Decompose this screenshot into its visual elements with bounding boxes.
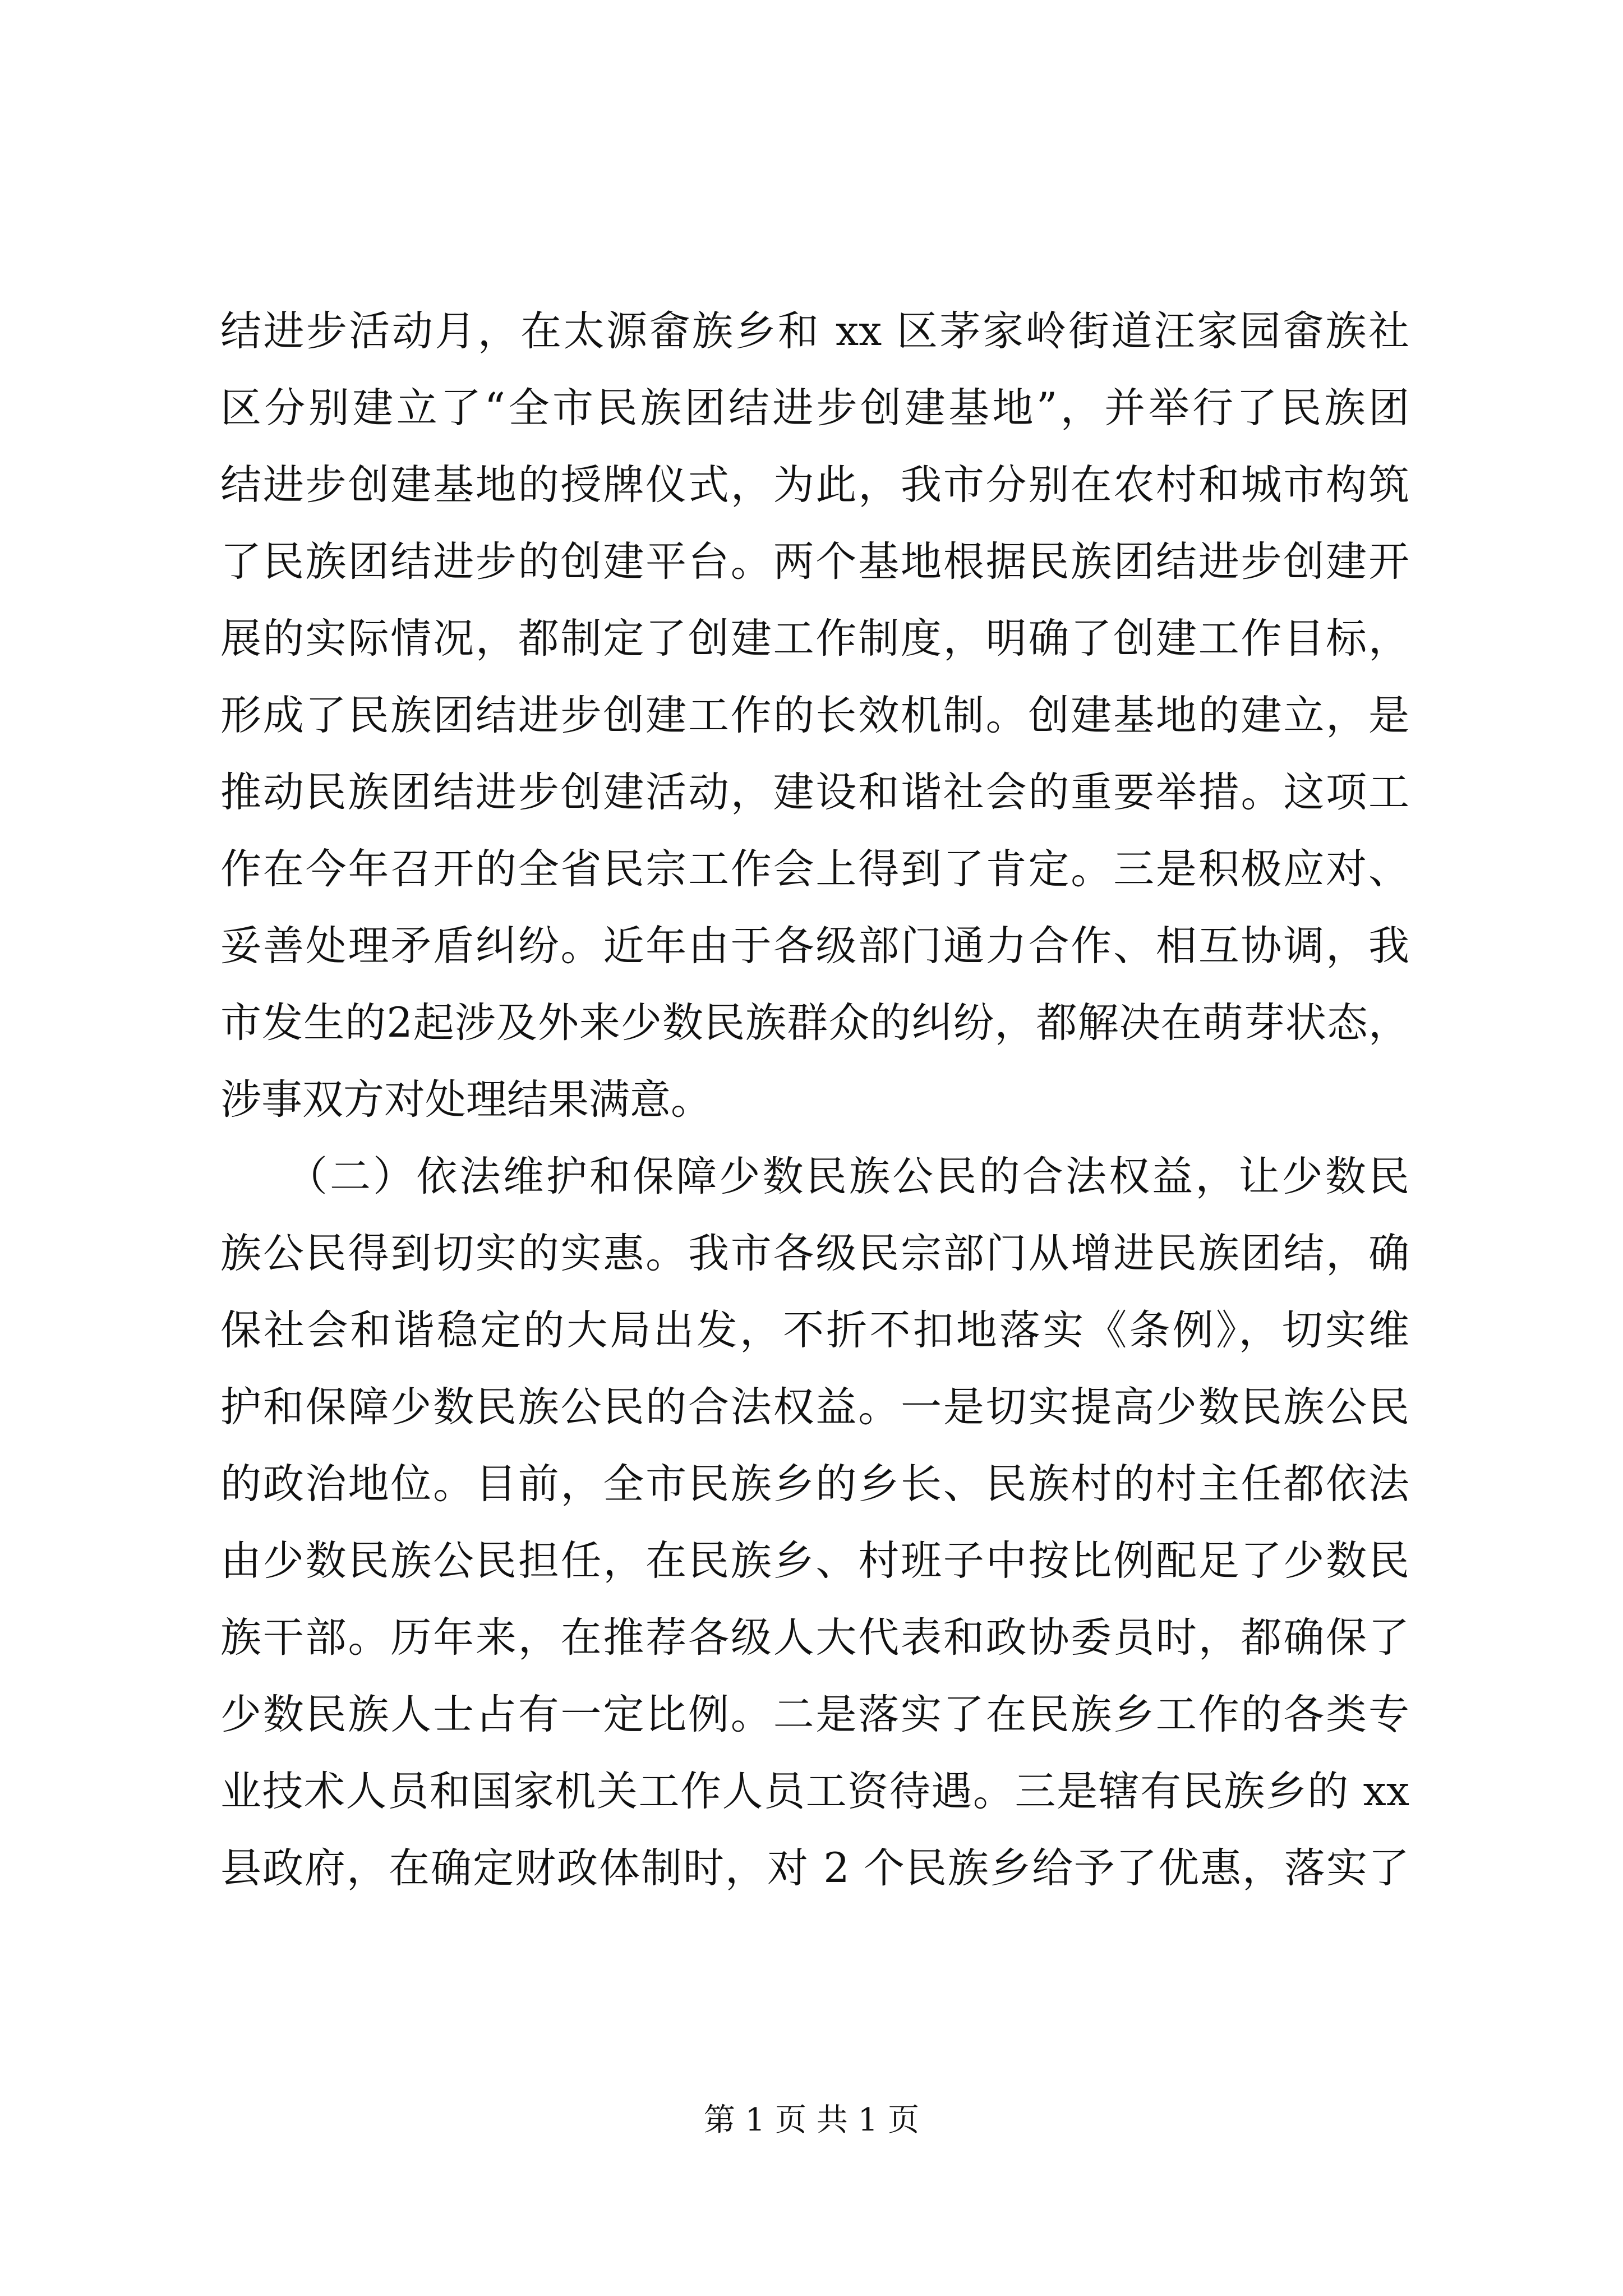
text-line: 形成了民族团结进步创建工作的长效机制。创建基地的建立，是 [220, 692, 1409, 739]
text-line: 了民族团结进步的创建平台。两个基地根据民族团结进步创建开 [220, 538, 1409, 586]
text-line: 族干部。历年来，在推荐各级人大代表和政协委员时，都确保了 [220, 1614, 1409, 1662]
text-line: 作在今年召开的全省民宗工作会上得到了肯定。三是积极应对、 [220, 845, 1409, 893]
body-text [220, 293, 1409, 1907]
text-line: 县政府，在确定财政体制时，对 2 个民族乡给予了优惠，落实了 [220, 1844, 1409, 1892]
text-line: 展的实际情况，都制定了创建工作制度，明确了创建工作目标， [220, 615, 1409, 662]
text-line: 结进步创建基地的授牌仪式，为此，我市分别在农村和城市构筑 [220, 461, 1409, 509]
text-line: 护和保障少数民族公民的合法权益。一是切实提高少数民族公民 [220, 1383, 1409, 1431]
text-line: 区分别建立了“全市民族团结进步创建基地”，并举行了民族团 [220, 384, 1409, 432]
text-line: 业技术人员和国家机关工作人员工资待遇。三是辖有民族乡的 xx [220, 1768, 1409, 1815]
text-line: 保社会和谐稳定的大局出发，不折不扣地落实《条例》，切实维 [220, 1306, 1409, 1354]
section-heading-line: （二）依法维护和保障少数民族公民的合法权益，让少数民 [220, 1153, 1409, 1200]
text-line: 族公民得到切实的实惠。我市各级民宗部门从增进民族团结，确 [220, 1230, 1409, 1277]
text-line: 推动民族团结进步创建活动，建设和谐社会的重要举措。这项工 [220, 769, 1409, 816]
page-footer [0, 2098, 1623, 2143]
text-line: 由少数民族公民担任，在民族乡、村班子中按比例配足了少数民 [220, 1537, 1409, 1585]
text-line: 结进步活动月，在太源畲族乡和 xx 区茅家岭街道汪家园畲族社 [220, 307, 1409, 355]
text-line: 的政治地位。目前，全市民族乡的乡长、民族村的村主任都依法 [220, 1460, 1409, 1508]
paragraph-end-line: 涉事双方对处理结果满意。 [220, 1076, 712, 1124]
text-line: 妥善处理矛盾纠纷。近年由于各级部门通力合作、相互协调，我 [220, 922, 1409, 970]
text-line: 少数民族人士占有一定比例。二是落实了在民族乡工作的各类专 [220, 1691, 1409, 1738]
text-line: 市发生的2起涉及外来少数民族群众的纠纷，都解决在萌芽状态， [220, 999, 1409, 1047]
page-number: 第 1 页 共 1 页 [703, 2102, 920, 2138]
